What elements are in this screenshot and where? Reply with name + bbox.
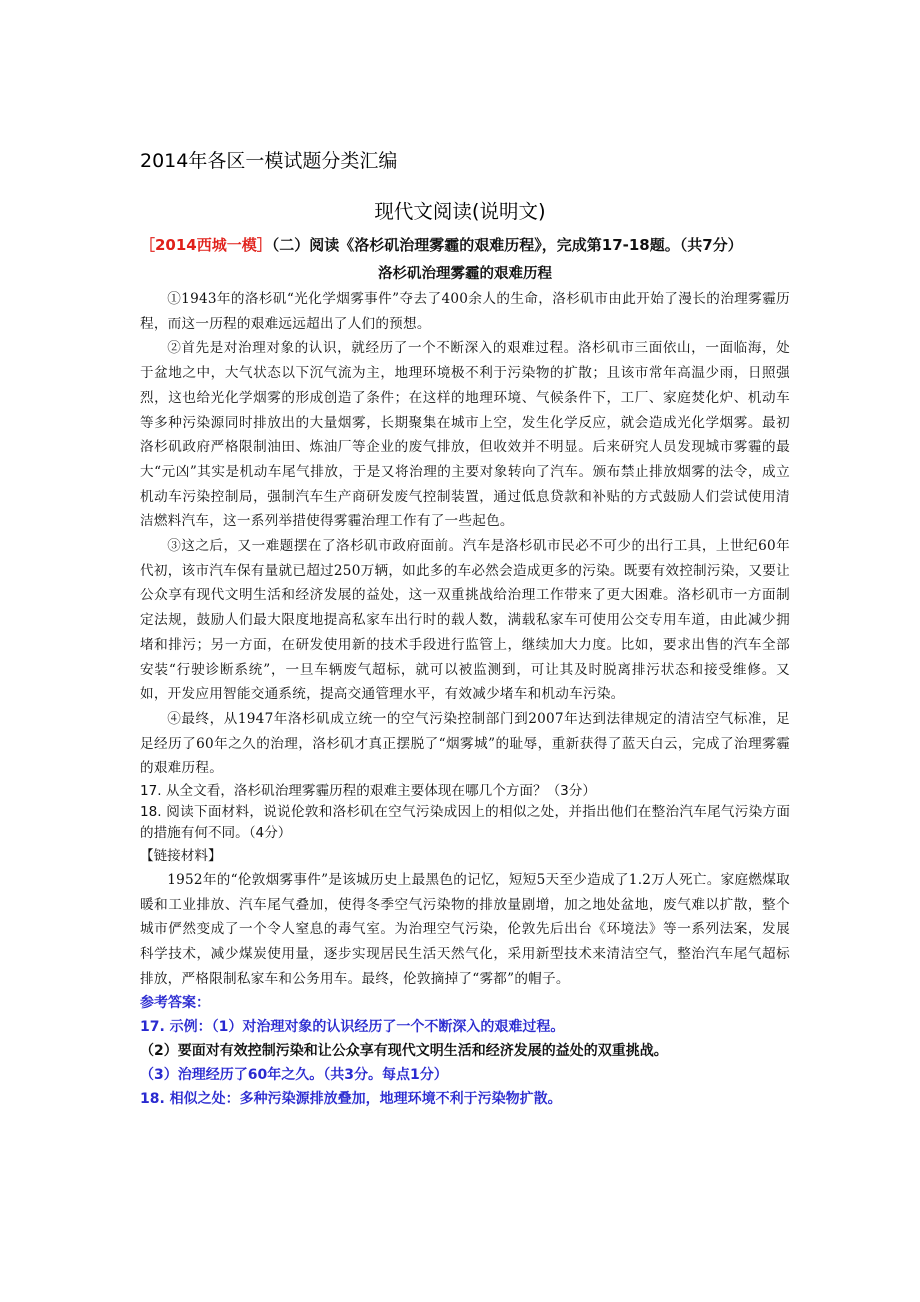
answer-line-2: （2）要面对有效控制污染和让公众享有现代文明生活和经济发展的益处的双重挑战。 [140, 1042, 668, 1059]
content-body [140, 232, 790, 1111]
article-paragraph-4: ④最终，从1947年洛杉矶成立统一的空气污染控制部门到2007年达到法律规定的清洁空气标准，足足经历了60年之久的治理，洛杉矶才真正摆脱了“烟雾城”的耻辱，重新获得了蓝天白云，完成了治理雾霾的艰难历程。 [140, 710, 790, 777]
link-material-text: 1952年的“伦敦烟雾事件”是该城历史上最黑色的记忆，短短5天至少造成了1.2万人死亡。家庭燃煤取暖和工业排放、汽车尾气叠加，使得冬季空气污染物的排放量剧增，加之地处盆地，废气难以扩散，整个城市俨然变成了一个令人窒息的毒气室。为治理空气污染，伦敦先后出台《环境法》等一系列法案，发展科学技术，减少煤炭使用量，逐步实现居民生活天然气化，采用新型技术来清洁空气，整治汽车尾气超标排放，严格限制私家车和公务用车。最终，伦敦摘掉了“雾都”的帽子。 [140, 872, 790, 987]
question-header [140, 232, 790, 258]
answer-line-1: 17. 示例：（1）对治理对象的认识经历了一个不断深入的艰难过程。 [140, 1018, 565, 1035]
question-17: 17. 从全文看，洛杉矶治理雾霾历程的艰难主要体现在哪几个方面？（3分） [140, 783, 596, 800]
question-18: 18. 阅读下面材料，说说伦敦和洛杉矶在空气污染成因上的相似之处，并指出他们在整治汽车尾气污染方面的措施有何不同。（4分） [140, 804, 790, 842]
source-tag: ［2014西城一模］ [140, 236, 272, 254]
article-paragraph-1: ①1943年的洛杉矶“光化学烟雾事件”夺去了400余人的生命，洛杉矶市由此开始了漫长的治理雾霾历程，而这一历程的艰难远远超出了人们的预想。 [140, 291, 790, 332]
answer-heading: 参考答案： [140, 994, 210, 1011]
answer-line-4: 18. 相似之处：多种污染源排放叠加，地理环境不利于污染物扩散。 [140, 1090, 562, 1107]
document-title: 2014年各区一模试题分类汇编 [140, 150, 398, 172]
answer-line-3: （3）治理经历了60年之久。（共3分。每点1分） [140, 1066, 448, 1083]
article-paragraph-2: ②首先是对治理对象的认识，就经历了一个不断深入的艰难过程。洛杉矶市三面依山，一面临海，处于盆地之中，大气状态以下沉气流为主，地理环境极不利于污染物的扩散；且该市常年高温少雨，日照强烈，这也给光化学烟雾的形成创造了条件；在这样的地理环境、气候条件下，工厂、家庭焚化炉、机动车等多种污染源同时排放出的大量烟雾，长期聚集在城市上空，发生化学反应，就会造成光化学烟雾。最初洛杉矶政府严格限制油田、炼油厂等企业的废气排放，但收效并不明显。后来研究人员发现城市雾霾的最大“元凶”其实是机动车尾气排放，于是又将治理的主要对象转向了汽车。颁布禁止排放烟雾的法令，成立机动车污染控制局，强制汽车生产商研发废气控制装置，通过低息贷款和补贴的方式鼓励人们尝试使用清洁燃料汽车，这一系列举措使得雾霾治理工作有了一些起色。 [140, 340, 790, 530]
section-title: 现代文阅读(说明文) [374, 200, 546, 223]
article-title: 洛杉矶治理雾霾的艰难历程 [378, 266, 552, 282]
question-header-text: （二）阅读《洛杉矶治理雾霾的艰难历程》，完成第17-18题。（共7分） [271, 236, 743, 254]
link-material-heading: 【链接材料】 [140, 848, 222, 865]
article-paragraph-3: ③这之后，又一难题摆在了洛杉矶市政府面前。汽车是洛杉矶市民必不可少的出行工具，上世纪60年代初，该市汽车保有量就已超过250万辆，如此多的车必然会造成更多的污染。既要有效控制污染，又要让公众享有现代文明生活和经济发展的益处，这一双重挑战给治理工作带来了更大困难。洛杉矶市一方面制定法规，鼓励人们最大限度地提高私家车出行时的载人数，满载私家车可使用公交专用车道，由此减少拥堵和排污；另一方面，在研发使用新的技术手段进行监管上，继续加大力度。比如，要求出售的汽车全部安装“行驶诊断系统”，一旦车辆废气超标，就可以被监测到，可让其及时脱离排污状态和接受维修。又如，开发应用智能交通系统，提高交通管理水平，有效减少堵车和机动车污染。 [140, 538, 790, 703]
